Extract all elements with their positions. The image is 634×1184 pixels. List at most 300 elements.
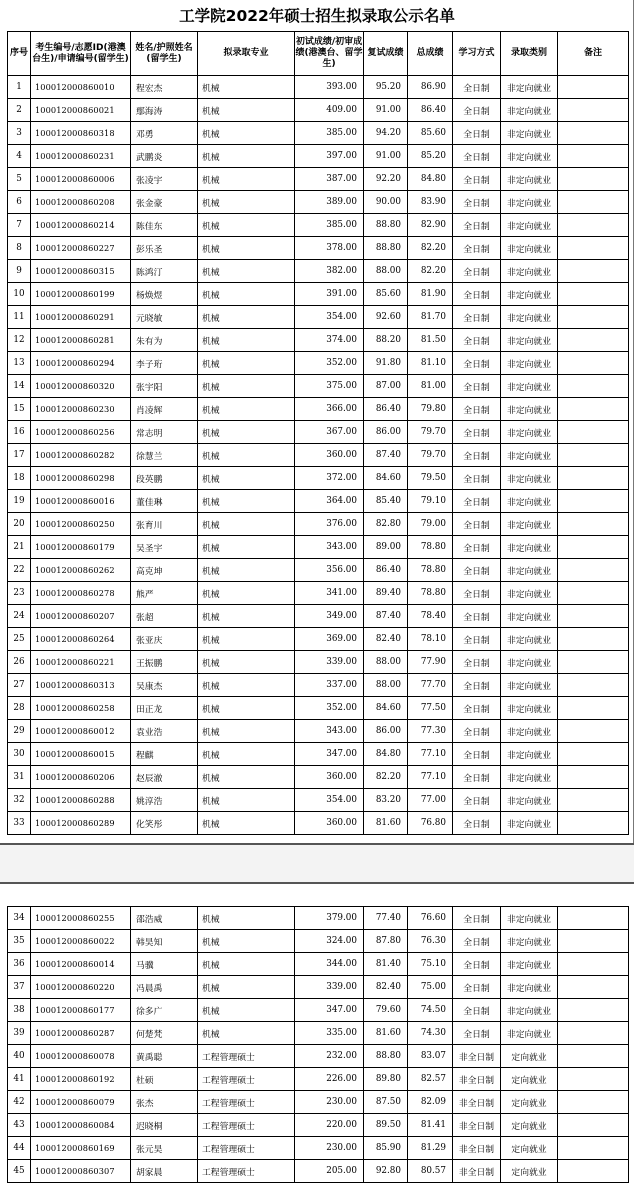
cell-study-mode: 全日制 [453, 398, 501, 421]
cell-initial-score: 352.00 [295, 352, 364, 375]
table-row [8, 1068, 629, 1091]
cell-seq: 17 [8, 444, 31, 467]
cell-retest-score: 82.40 [364, 628, 408, 651]
cell-major: 机械 [198, 99, 295, 122]
table-row [8, 766, 629, 789]
cell-candidate-id: 100012000860291 [31, 306, 131, 329]
cell-seq: 36 [8, 953, 31, 976]
cell-study-mode: 全日制 [453, 930, 501, 953]
cell-name: 彭乐圣 [131, 237, 198, 260]
cell-category: 非定向就业 [501, 999, 558, 1022]
cell-study-mode: 全日制 [453, 720, 501, 743]
header-initial-score: 初试成绩/初审成绩(港澳台、留学生) [295, 32, 364, 76]
cell-initial-score: 339.00 [295, 976, 364, 999]
cell-remark [558, 743, 629, 766]
cell-retest-score: 88.80 [364, 237, 408, 260]
cell-seq: 3 [8, 122, 31, 145]
cell-study-mode: 全日制 [453, 582, 501, 605]
cell-initial-score: 372.00 [295, 467, 364, 490]
cell-remark [558, 907, 629, 930]
table-row [8, 444, 629, 467]
cell-name: 姚淳浩 [131, 789, 198, 812]
cell-initial-score: 364.00 [295, 490, 364, 513]
cell-candidate-id: 100012000860281 [31, 329, 131, 352]
cell-initial-score: 360.00 [295, 766, 364, 789]
cell-total-score: 85.60 [408, 122, 453, 145]
cell-retest-score: 87.80 [364, 930, 408, 953]
cell-name: 肖凌辉 [131, 398, 198, 421]
cell-candidate-id: 100012000860021 [31, 99, 131, 122]
cell-study-mode: 非全日制 [453, 1045, 501, 1068]
cell-name: 段英鹏 [131, 467, 198, 490]
cell-retest-score: 88.00 [364, 260, 408, 283]
cell-remark [558, 1068, 629, 1091]
table-row [8, 720, 629, 743]
table-row [8, 467, 629, 490]
cell-category: 非定向就业 [501, 168, 558, 191]
cell-retest-score: 89.80 [364, 1068, 408, 1091]
cell-name: 张超 [131, 605, 198, 628]
cell-seq: 7 [8, 214, 31, 237]
cell-study-mode: 全日制 [453, 168, 501, 191]
cell-candidate-id: 100012000860006 [31, 168, 131, 191]
cell-name: 程宏杰 [131, 76, 198, 99]
cell-seq: 25 [8, 628, 31, 651]
cell-initial-score: 389.00 [295, 191, 364, 214]
table-row [8, 1045, 629, 1068]
cell-remark [558, 559, 629, 582]
cell-total-score: 81.50 [408, 329, 453, 352]
cell-remark [558, 789, 629, 812]
cell-name: 冯晨禹 [131, 976, 198, 999]
cell-category: 定向就业 [501, 1137, 558, 1160]
cell-major: 机械 [198, 907, 295, 930]
table-row [8, 421, 629, 444]
cell-major: 机械 [198, 743, 295, 766]
table-row [8, 283, 629, 306]
cell-remark [558, 467, 629, 490]
cell-seq: 30 [8, 743, 31, 766]
cell-candidate-id: 100012000860264 [31, 628, 131, 651]
cell-name: 徐慧兰 [131, 444, 198, 467]
cell-major: 机械 [198, 1022, 295, 1045]
table-row [8, 953, 629, 976]
cell-seq: 44 [8, 1137, 31, 1160]
cell-seq: 8 [8, 237, 31, 260]
cell-remark [558, 1091, 629, 1114]
cell-remark [558, 444, 629, 467]
cell-name: 李子珩 [131, 352, 198, 375]
admission-table-page-2 [7, 906, 629, 1183]
cell-category: 定向就业 [501, 1068, 558, 1091]
cell-study-mode: 非全日制 [453, 1137, 501, 1160]
cell-candidate-id: 100012000860214 [31, 214, 131, 237]
cell-category: 非定向就业 [501, 490, 558, 513]
cell-initial-score: 393.00 [295, 76, 364, 99]
cell-candidate-id: 100012000860250 [31, 513, 131, 536]
cell-major: 机械 [198, 628, 295, 651]
cell-major: 机械 [198, 582, 295, 605]
cell-retest-score: 92.80 [364, 1160, 408, 1183]
cell-category: 非定向就业 [501, 628, 558, 651]
cell-retest-score: 89.50 [364, 1114, 408, 1137]
cell-name: 邵浩威 [131, 907, 198, 930]
cell-seq: 41 [8, 1068, 31, 1091]
header-remark: 备注 [558, 32, 629, 76]
cell-retest-score: 84.60 [364, 467, 408, 490]
cell-major: 机械 [198, 789, 295, 812]
cell-name: 武鹏炎 [131, 145, 198, 168]
cell-study-mode: 非全日制 [453, 1114, 501, 1137]
cell-retest-score: 92.20 [364, 168, 408, 191]
cell-initial-score: 369.00 [295, 628, 364, 651]
cell-category: 定向就业 [501, 1091, 558, 1114]
cell-name: 吴康杰 [131, 674, 198, 697]
cell-seq: 1 [8, 76, 31, 99]
cell-retest-score: 86.00 [364, 421, 408, 444]
cell-remark [558, 237, 629, 260]
cell-candidate-id: 100012000860255 [31, 907, 131, 930]
cell-major: 机械 [198, 283, 295, 306]
cell-initial-score: 230.00 [295, 1091, 364, 1114]
cell-total-score: 79.50 [408, 467, 453, 490]
cell-category: 非定向就业 [501, 444, 558, 467]
cell-remark [558, 306, 629, 329]
cell-candidate-id: 100012000860287 [31, 1022, 131, 1045]
table-row [8, 812, 629, 835]
cell-seq: 40 [8, 1045, 31, 1068]
cell-name: 杜硕 [131, 1068, 198, 1091]
cell-retest-score: 86.00 [364, 720, 408, 743]
cell-retest-score: 85.60 [364, 283, 408, 306]
cell-candidate-id: 100012000860208 [31, 191, 131, 214]
cell-major: 机械 [198, 168, 295, 191]
cell-total-score: 79.10 [408, 490, 453, 513]
table-row [8, 306, 629, 329]
cell-major: 机械 [198, 329, 295, 352]
cell-name: 袁业浩 [131, 720, 198, 743]
admission-table-page-1 [7, 31, 629, 835]
cell-total-score: 77.50 [408, 697, 453, 720]
cell-candidate-id: 100012000860315 [31, 260, 131, 283]
cell-candidate-id: 100012000860320 [31, 375, 131, 398]
cell-retest-score: 82.20 [364, 766, 408, 789]
cell-name: 赵辰澈 [131, 766, 198, 789]
cell-initial-score: 378.00 [295, 237, 364, 260]
cell-total-score: 78.80 [408, 559, 453, 582]
cell-seq: 37 [8, 976, 31, 999]
table-row [8, 260, 629, 283]
cell-major: 工程管理硕士 [198, 1045, 295, 1068]
cell-total-score: 75.00 [408, 976, 453, 999]
cell-total-score: 83.07 [408, 1045, 453, 1068]
cell-total-score: 74.50 [408, 999, 453, 1022]
header-name: 姓名/护照姓名(留学生) [131, 32, 198, 76]
cell-major: 机械 [198, 214, 295, 237]
cell-category: 非定向就业 [501, 1022, 558, 1045]
cell-name: 徐多广 [131, 999, 198, 1022]
header-total-score: 总成绩 [408, 32, 453, 76]
cell-initial-score: 324.00 [295, 930, 364, 953]
cell-initial-score: 354.00 [295, 789, 364, 812]
cell-major: 机械 [198, 766, 295, 789]
cell-remark [558, 976, 629, 999]
cell-total-score: 77.30 [408, 720, 453, 743]
table-row [8, 1091, 629, 1114]
cell-initial-score: 360.00 [295, 444, 364, 467]
header-study-mode: 学习方式 [453, 32, 501, 76]
cell-seq: 22 [8, 559, 31, 582]
cell-retest-score: 95.20 [364, 76, 408, 99]
cell-retest-score: 84.60 [364, 697, 408, 720]
cell-total-score: 80.57 [408, 1160, 453, 1183]
cell-candidate-id: 100012000860313 [31, 674, 131, 697]
header-seq: 序号 [8, 32, 31, 76]
cell-study-mode: 全日制 [453, 766, 501, 789]
cell-remark [558, 628, 629, 651]
cell-name: 张宇阳 [131, 375, 198, 398]
cell-major: 工程管理硕士 [198, 1114, 295, 1137]
cell-major: 机械 [198, 306, 295, 329]
cell-major: 机械 [198, 444, 295, 467]
cell-seq: 11 [8, 306, 31, 329]
cell-remark [558, 99, 629, 122]
cell-name: 何楚梵 [131, 1022, 198, 1045]
cell-seq: 31 [8, 766, 31, 789]
cell-seq: 21 [8, 536, 31, 559]
cell-name: 熊严 [131, 582, 198, 605]
cell-study-mode: 全日制 [453, 467, 501, 490]
cell-seq: 42 [8, 1091, 31, 1114]
cell-total-score: 77.00 [408, 789, 453, 812]
cell-retest-score: 88.20 [364, 329, 408, 352]
cell-name: 王振鹏 [131, 651, 198, 674]
table-row [8, 999, 629, 1022]
cell-retest-score: 87.40 [364, 444, 408, 467]
cell-name: 张育川 [131, 513, 198, 536]
cell-remark [558, 697, 629, 720]
cell-initial-score: 220.00 [295, 1114, 364, 1137]
cell-major: 机械 [198, 605, 295, 628]
cell-major: 机械 [198, 953, 295, 976]
cell-name: 朱有为 [131, 329, 198, 352]
table-row [8, 1114, 629, 1137]
cell-seq: 12 [8, 329, 31, 352]
cell-seq: 39 [8, 1022, 31, 1045]
cell-study-mode: 非全日制 [453, 1068, 501, 1091]
cell-seq: 5 [8, 168, 31, 191]
cell-study-mode: 非全日制 [453, 1091, 501, 1114]
cell-candidate-id: 100012000860278 [31, 582, 131, 605]
cell-seq: 24 [8, 605, 31, 628]
cell-study-mode: 全日制 [453, 375, 501, 398]
cell-total-score: 74.30 [408, 1022, 453, 1045]
cell-total-score: 86.90 [408, 76, 453, 99]
cell-initial-score: 341.00 [295, 582, 364, 605]
cell-category: 非定向就业 [501, 191, 558, 214]
cell-initial-score: 337.00 [295, 674, 364, 697]
cell-retest-score: 82.80 [364, 513, 408, 536]
header-major: 拟录取专业 [198, 32, 295, 76]
cell-name: 韩昊知 [131, 930, 198, 953]
cell-name: 张金豪 [131, 191, 198, 214]
cell-remark [558, 766, 629, 789]
cell-seq: 28 [8, 697, 31, 720]
table-row [8, 168, 629, 191]
cell-total-score: 78.10 [408, 628, 453, 651]
cell-seq: 20 [8, 513, 31, 536]
cell-candidate-id: 100012000860079 [31, 1091, 131, 1114]
cell-name: 张杰 [131, 1091, 198, 1114]
page-title: 工学院2022年硕士招生拟录取公示名单 [179, 7, 455, 25]
cell-seq: 23 [8, 582, 31, 605]
cell-total-score: 82.20 [408, 260, 453, 283]
cell-study-mode: 全日制 [453, 283, 501, 306]
cell-name: 邓勇 [131, 122, 198, 145]
cell-candidate-id: 100012000860220 [31, 976, 131, 999]
cell-candidate-id: 100012000860231 [31, 145, 131, 168]
table-row [8, 513, 629, 536]
table-row [8, 651, 629, 674]
cell-retest-score: 91.80 [364, 352, 408, 375]
table-row [8, 237, 629, 260]
cell-retest-score: 91.00 [364, 145, 408, 168]
cell-name: 吴圣宇 [131, 536, 198, 559]
table-row [8, 375, 629, 398]
cell-category: 非定向就业 [501, 375, 558, 398]
cell-name: 杨焕煜 [131, 283, 198, 306]
cell-major: 机械 [198, 260, 295, 283]
cell-remark [558, 1022, 629, 1045]
table-row [8, 697, 629, 720]
table-row [8, 76, 629, 99]
cell-retest-score: 90.00 [364, 191, 408, 214]
cell-candidate-id: 100012000860258 [31, 697, 131, 720]
cell-category: 非定向就业 [501, 283, 558, 306]
cell-category: 非定向就业 [501, 812, 558, 835]
cell-total-score: 82.09 [408, 1091, 453, 1114]
cell-category: 非定向就业 [501, 76, 558, 99]
cell-major: 机械 [198, 490, 295, 513]
cell-study-mode: 全日制 [453, 329, 501, 352]
cell-total-score: 81.70 [408, 306, 453, 329]
cell-name: 高克坤 [131, 559, 198, 582]
cell-category: 非定向就业 [501, 907, 558, 930]
cell-retest-score: 87.00 [364, 375, 408, 398]
cell-seq: 32 [8, 789, 31, 812]
table-row [8, 145, 629, 168]
cell-total-score: 85.20 [408, 145, 453, 168]
cell-candidate-id: 100012000860298 [31, 467, 131, 490]
cell-name: 董佳琳 [131, 490, 198, 513]
cell-initial-score: 347.00 [295, 999, 364, 1022]
table-row [8, 1022, 629, 1045]
table-row [8, 907, 629, 930]
cell-seq: 15 [8, 398, 31, 421]
cell-candidate-id: 100012000860022 [31, 930, 131, 953]
cell-major: 工程管理硕士 [198, 1160, 295, 1183]
cell-major: 机械 [198, 976, 295, 999]
cell-category: 非定向就业 [501, 214, 558, 237]
cell-category: 非定向就业 [501, 536, 558, 559]
cell-total-score: 79.70 [408, 421, 453, 444]
cell-initial-score: 226.00 [295, 1068, 364, 1091]
cell-remark [558, 1160, 629, 1183]
cell-study-mode: 全日制 [453, 122, 501, 145]
cell-retest-score: 87.40 [364, 605, 408, 628]
cell-initial-score: 375.00 [295, 375, 364, 398]
cell-major: 机械 [198, 237, 295, 260]
cell-category: 非定向就业 [501, 329, 558, 352]
cell-major: 机械 [198, 467, 295, 490]
cell-candidate-id: 100012000860307 [31, 1160, 131, 1183]
header-candidate-id: 考生编号/志愿ID(港澳台生)/申请编号(留学生) [31, 32, 131, 76]
cell-seq: 19 [8, 490, 31, 513]
cell-study-mode: 全日制 [453, 306, 501, 329]
cell-major: 机械 [198, 375, 295, 398]
cell-category: 非定向就业 [501, 237, 558, 260]
table-row [8, 99, 629, 122]
cell-seq: 16 [8, 421, 31, 444]
cell-total-score: 81.10 [408, 352, 453, 375]
cell-total-score: 78.80 [408, 582, 453, 605]
cell-category: 非定向就业 [501, 789, 558, 812]
cell-remark [558, 812, 629, 835]
cell-initial-score: 205.00 [295, 1160, 364, 1183]
cell-major: 机械 [198, 352, 295, 375]
cell-major: 工程管理硕士 [198, 1137, 295, 1160]
cell-name: 陈鸿汀 [131, 260, 198, 283]
cell-remark [558, 260, 629, 283]
cell-remark [558, 352, 629, 375]
table-row [8, 605, 629, 628]
cell-category: 非定向就业 [501, 766, 558, 789]
cell-study-mode: 全日制 [453, 999, 501, 1022]
table-row [8, 743, 629, 766]
cell-remark [558, 930, 629, 953]
cell-major: 机械 [198, 513, 295, 536]
cell-category: 非定向就业 [501, 306, 558, 329]
cell-category: 非定向就业 [501, 674, 558, 697]
cell-candidate-id: 100012000860015 [31, 743, 131, 766]
cell-candidate-id: 100012000860199 [31, 283, 131, 306]
cell-retest-score: 85.90 [364, 1137, 408, 1160]
cell-candidate-id: 100012000860289 [31, 812, 131, 835]
cell-category: 定向就业 [501, 1114, 558, 1137]
cell-initial-score: 344.00 [295, 953, 364, 976]
cell-study-mode: 全日制 [453, 976, 501, 999]
table-row [8, 628, 629, 651]
cell-study-mode: 全日制 [453, 789, 501, 812]
cell-candidate-id: 100012000860177 [31, 999, 131, 1022]
cell-initial-score: 343.00 [295, 720, 364, 743]
cell-category: 非定向就业 [501, 513, 558, 536]
cell-study-mode: 全日制 [453, 76, 501, 99]
cell-remark [558, 953, 629, 976]
table-row [8, 674, 629, 697]
cell-category: 定向就业 [501, 1045, 558, 1068]
table-header-row [8, 32, 629, 76]
cell-study-mode: 全日制 [453, 536, 501, 559]
cell-name: 胡家晨 [131, 1160, 198, 1183]
cell-seq: 45 [8, 1160, 31, 1183]
cell-seq: 13 [8, 352, 31, 375]
cell-study-mode: 全日制 [453, 953, 501, 976]
cell-retest-score: 81.60 [364, 812, 408, 835]
cell-study-mode: 全日制 [453, 651, 501, 674]
cell-retest-score: 88.80 [364, 1045, 408, 1068]
cell-category: 非定向就业 [501, 421, 558, 444]
